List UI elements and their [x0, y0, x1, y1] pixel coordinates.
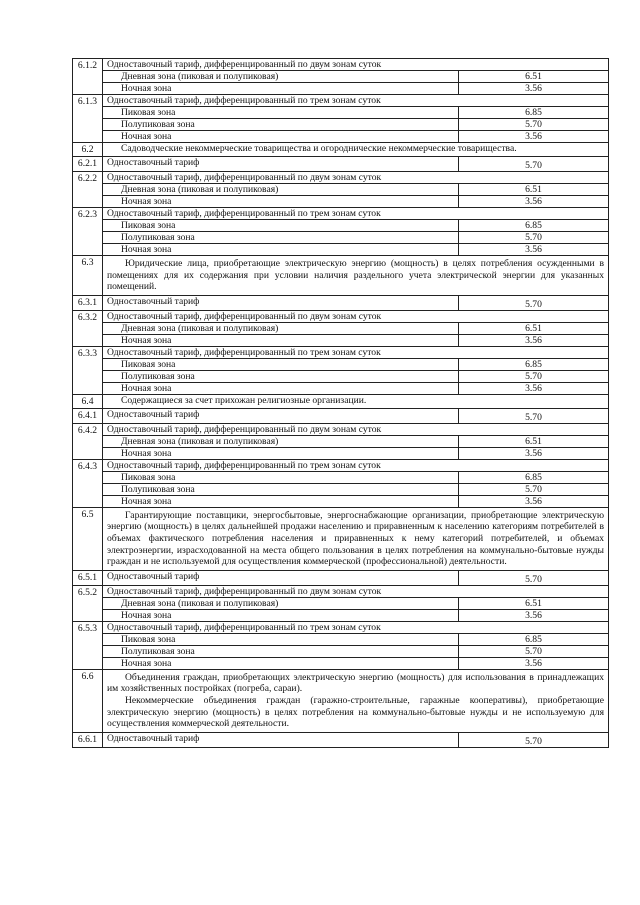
- zone-row: [73, 483, 609, 495]
- zone-label: Полупиковая зона: [103, 119, 459, 131]
- tariff-value: 5.70: [459, 370, 609, 382]
- category-description: [103, 669, 609, 732]
- tariff-value: 6.51: [459, 322, 609, 334]
- tariff-value: 5.70: [459, 732, 609, 747]
- section-title: Одноставочный тариф, дифференцированный по двум зонам суток: [103, 310, 609, 322]
- section-row: [73, 408, 609, 423]
- zone-label: Пиковая зона: [103, 107, 459, 119]
- tariff-value: 5.70: [459, 232, 609, 244]
- section-number: 6.4: [73, 394, 103, 408]
- tariff-value: 6.85: [459, 107, 609, 119]
- section-title: Одноставочный тариф, дифференцированный по двум зонам суток: [103, 172, 609, 184]
- zone-row: [73, 382, 609, 394]
- category-heading: Садоводческие некоммерческие товарищества и огороднические некоммерческие товарищества.: [103, 143, 609, 157]
- zone-label: Дневная зона (пиковая и полупиковая): [103, 184, 459, 196]
- zone-row: [73, 184, 609, 196]
- zone-label: Пиковая зона: [103, 633, 459, 645]
- description-paragraph: Гарантирующие поставщики, энергосбытовые, энергоснабжающие организации, приобретающие электрическую энергию (мощность) в целях дальнейшей продажи населению и приравненным к населению категориям потребителей в объемах фактического потребления населения и приравненных к нему категорий потребителей, и объемах электроэнергии, израсходованной на места общего пользования в целях потребления на коммунально-бытовые нужды граждан и не используемой для осуществления коммерческой (профессиональной) деятельности.: [107, 509, 604, 568]
- section-number: 6.5: [73, 507, 103, 570]
- zone-row: [73, 334, 609, 346]
- section-number: 6.2.1: [73, 157, 103, 172]
- zone-label: Ночная зона: [103, 131, 459, 143]
- zone-row: [73, 435, 609, 447]
- zone-row: [73, 633, 609, 645]
- zone-row: [73, 71, 609, 83]
- tariff-value: 5.70: [459, 295, 609, 310]
- section-number: 6.4.3: [73, 459, 103, 507]
- section-title: Одноставочный тариф, дифференцированный по трем зонам суток: [103, 459, 609, 471]
- tariff-value: 3.56: [459, 196, 609, 208]
- section-row: [73, 256, 609, 296]
- section-row: [73, 157, 609, 172]
- zone-label: Ночная зона: [103, 196, 459, 208]
- tariff-value: 3.56: [459, 83, 609, 95]
- section-number: 6.1.3: [73, 95, 103, 143]
- tariff-value: 3.56: [459, 131, 609, 143]
- section-title: Одноставочный тариф, дифференцированный по трем зонам суток: [103, 621, 609, 633]
- section-row: [73, 570, 609, 585]
- description-paragraph: Объединения граждан, приобретающих электрическую энергию (мощность) для использования в принадлежащих им хозяйственных постройках (погреба, сараи).: [107, 671, 604, 695]
- section-row: [73, 143, 609, 157]
- zone-label: Дневная зона (пиковая и полупиковая): [103, 597, 459, 609]
- section-row: [73, 172, 609, 184]
- zone-row: [73, 131, 609, 143]
- tariff-value: 6.85: [459, 633, 609, 645]
- section-title: Одноставочный тариф: [103, 732, 459, 747]
- category-description: [103, 507, 609, 570]
- section-row: [73, 507, 609, 570]
- zone-label: Дневная зона (пиковая и полупиковая): [103, 71, 459, 83]
- tariff-value: 5.70: [459, 570, 609, 585]
- tariff-value: 6.85: [459, 220, 609, 232]
- zone-row: [73, 370, 609, 382]
- section-row: [73, 59, 609, 71]
- tariff-value: 6.51: [459, 435, 609, 447]
- tariff-value: 6.51: [459, 184, 609, 196]
- section-title: Одноставочный тариф, дифференцированный по трем зонам суток: [103, 95, 609, 107]
- zone-row: [73, 83, 609, 95]
- section-row: [73, 310, 609, 322]
- section-title: Одноставочный тариф, дифференцированный по трем зонам суток: [103, 208, 609, 220]
- tariff-value: 5.70: [459, 645, 609, 657]
- section-number: 6.5.1: [73, 570, 103, 585]
- section-number: 6.6.1: [73, 732, 103, 747]
- zone-row: [73, 196, 609, 208]
- zone-label: Ночная зона: [103, 334, 459, 346]
- section-number: 6.4.2: [73, 423, 103, 459]
- section-number: 6.3.2: [73, 310, 103, 346]
- section-number: 6.1.2: [73, 59, 103, 95]
- zone-row: [73, 322, 609, 334]
- section-number: 6.2: [73, 143, 103, 157]
- section-row: [73, 585, 609, 597]
- section-title: Одноставочный тариф: [103, 157, 459, 172]
- zone-label: Полупиковая зона: [103, 645, 459, 657]
- tariff-value: 3.56: [459, 447, 609, 459]
- zone-row: [73, 657, 609, 669]
- zone-row: [73, 645, 609, 657]
- zone-row: [73, 495, 609, 507]
- section-row: [73, 208, 609, 220]
- zone-label: Ночная зона: [103, 609, 459, 621]
- section-row: [73, 669, 609, 732]
- zone-label: Пиковая зона: [103, 358, 459, 370]
- zone-row: [73, 471, 609, 483]
- zone-row: [73, 597, 609, 609]
- tariff-document: [72, 58, 608, 748]
- section-row: [73, 295, 609, 310]
- tariff-value: 6.51: [459, 71, 609, 83]
- zone-row: [73, 244, 609, 256]
- tariff-value: 3.56: [459, 657, 609, 669]
- zone-label: Полупиковая зона: [103, 483, 459, 495]
- section-number: 6.5.3: [73, 621, 103, 669]
- zone-label: Полупиковая зона: [103, 370, 459, 382]
- zone-label: Пиковая зона: [103, 220, 459, 232]
- tariff-value: 3.56: [459, 495, 609, 507]
- zone-label: Ночная зона: [103, 495, 459, 507]
- category-description: [103, 256, 609, 296]
- tariff-value: 5.70: [459, 157, 609, 172]
- section-row: [73, 459, 609, 471]
- zone-row: [73, 609, 609, 621]
- zone-label: Пиковая зона: [103, 471, 459, 483]
- section-title: Одноставочный тариф, дифференцированный по трем зонам суток: [103, 346, 609, 358]
- section-row: [73, 423, 609, 435]
- zone-row: [73, 232, 609, 244]
- section-number: 6.3: [73, 256, 103, 296]
- zone-label: Ночная зона: [103, 244, 459, 256]
- section-number: 6.3.3: [73, 346, 103, 394]
- section-title: Одноставочный тариф, дифференцированный по двум зонам суток: [103, 59, 609, 71]
- zone-label: Ночная зона: [103, 657, 459, 669]
- section-title: Одноставочный тариф: [103, 408, 459, 423]
- section-number: 6.6: [73, 669, 103, 732]
- zone-label: Ночная зона: [103, 83, 459, 95]
- description-paragraph: Некоммерческие объединения граждан (гаражно-строительные, гаражные кооперативы), приобретающие электрическую энергию (мощность) в целях потребления на коммунально-бытовые нужды и не используемую для осуществления коммерческой деятельности.: [107, 694, 604, 730]
- zone-label: Дневная зона (пиковая и полупиковая): [103, 322, 459, 334]
- zone-row: [73, 220, 609, 232]
- tariff-value: 3.56: [459, 334, 609, 346]
- zone-label: Полупиковая зона: [103, 232, 459, 244]
- section-title: Одноставочный тариф: [103, 295, 459, 310]
- tariff-value: 5.70: [459, 408, 609, 423]
- section-row: [73, 95, 609, 107]
- section-number: 6.2.3: [73, 208, 103, 256]
- zone-label: Дневная зона (пиковая и полупиковая): [103, 435, 459, 447]
- tariff-value: 3.56: [459, 244, 609, 256]
- zone-row: [73, 358, 609, 370]
- tariff-table: [72, 58, 609, 748]
- tariff-value: 5.70: [459, 119, 609, 131]
- section-row: [73, 621, 609, 633]
- zone-row: [73, 447, 609, 459]
- section-number: 6.3.1: [73, 295, 103, 310]
- section-title: Одноставочный тариф: [103, 570, 459, 585]
- section-row: [73, 346, 609, 358]
- section-row: [73, 732, 609, 747]
- tariff-value: 5.70: [459, 483, 609, 495]
- tariff-value: 6.85: [459, 358, 609, 370]
- section-number: 6.4.1: [73, 408, 103, 423]
- section-number: 6.2.2: [73, 172, 103, 208]
- tariff-value: 3.56: [459, 382, 609, 394]
- category-heading: Содержащиеся за счет прихожан религиозные организации.: [103, 394, 609, 408]
- zone-row: [73, 107, 609, 119]
- tariff-value: 6.85: [459, 471, 609, 483]
- section-row: [73, 394, 609, 408]
- zone-label: Ночная зона: [103, 447, 459, 459]
- section-number: 6.5.2: [73, 585, 103, 621]
- tariff-table-body: [73, 59, 609, 748]
- tariff-value: 3.56: [459, 609, 609, 621]
- section-title: Одноставочный тариф, дифференцированный по двум зонам суток: [103, 585, 609, 597]
- description-paragraph: Юридические лица, приобретающие электрическую энергию (мощность) в целях потребления осужденными в помещениях для их содержания при условии наличия раздельного учета электрической энергии для указанных помещений.: [107, 258, 604, 293]
- zone-row: [73, 119, 609, 131]
- section-title: Одноставочный тариф, дифференцированный по двум зонам суток: [103, 423, 609, 435]
- zone-label: Ночная зона: [103, 382, 459, 394]
- tariff-value: 6.51: [459, 597, 609, 609]
